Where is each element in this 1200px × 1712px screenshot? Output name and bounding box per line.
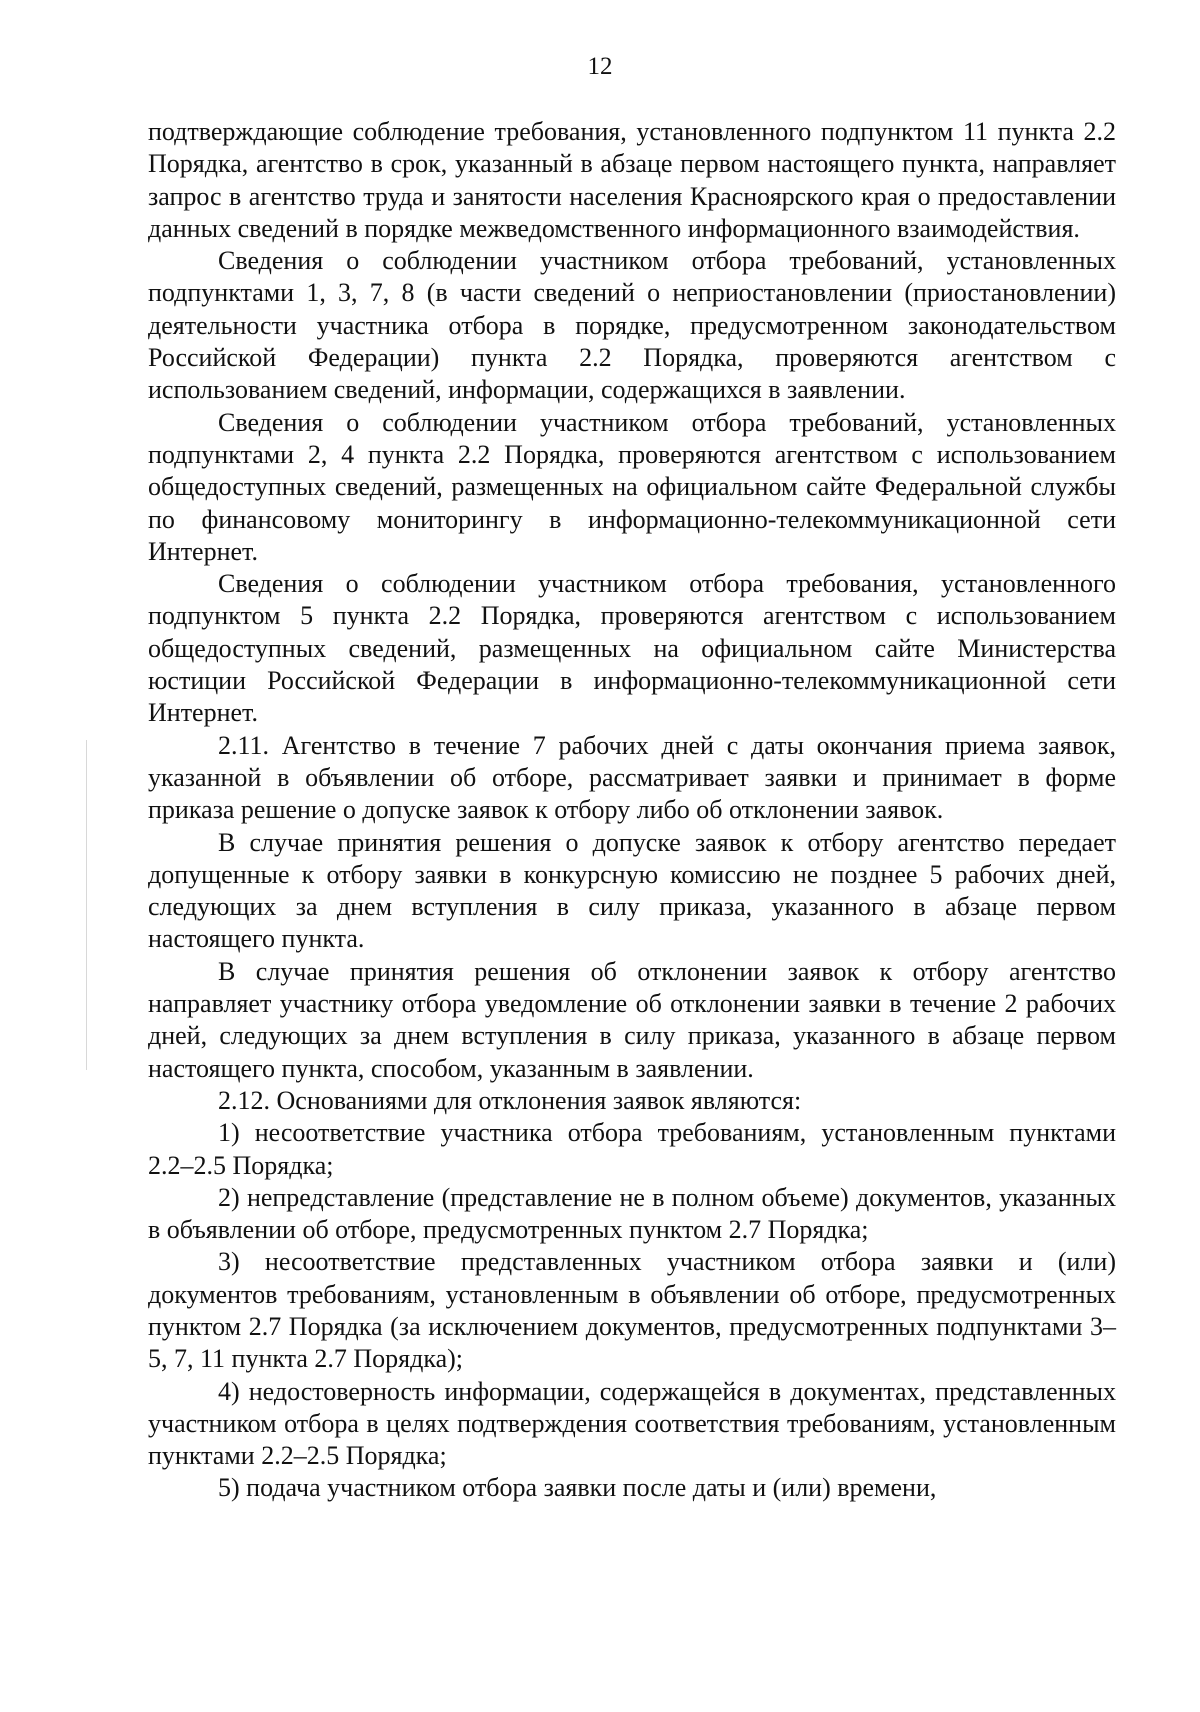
paragraph: Сведения о соблюдении участником отбора требования, установленного подпунктом 5 пункта 2.2 Порядка, проверяются агентством с использованием общедоступных сведений, размещенных на официальном сайте Министерства юстиции Российской Федерации в информационно-телекоммуникационной сети Интернет. bbox=[148, 569, 1116, 728]
list-item: 3) несоответствие представленных участником отбора заявки и (или) документов требованиям, установленным в объявлении об отборе, предусмотренных пунктом 2.7 Порядка (за исключением документов, предусмотренных подпунктами 3–5, 7, 11 пункта 2.7 Порядка); bbox=[148, 1247, 1116, 1374]
paragraph: В случае принятия решения об отклонении заявок к отбору агентство направляет участнику отбора уведомление об отклонении заявки в течение 2 рабочих дней, следующих за днем вступления в силу приказа, указанного в абзаце первом настоящего пункта, способом, указанным в заявлении. bbox=[148, 956, 1116, 1083]
paragraph: подтверждающие соблюдение требования, установленного подпунктом 11 пункта 2.2 Порядка, агентство в срок, указанный в абзаце первом настоящего пункта, направляет запрос в агентство труда и занятости населения Красноярского края о предоставлении данных сведений в порядке межведомственного информационного взаимодействия. bbox=[148, 117, 1116, 243]
page-number: 12 bbox=[587, 53, 613, 80]
list-item: 4) недостоверность информации, содержащейся в документах, представленных участником отбора в целях подтверждения соответствия требованиям, установленным пунктами 2.2–2.5 Порядка; bbox=[148, 1376, 1116, 1471]
list-item: 2) непредставление (представление не в полном объеме) документов, указанных в объявлении об отборе, предусмотренных пунктом 2.7 Порядка; bbox=[148, 1182, 1116, 1245]
paragraph: Сведения о соблюдении участником отбора требований, установленных подпунктами 1, 3, 7, 8 (в части сведений о неприостановлении (приостановлении) деятельности участника отбора в порядке, предусмотренном законодательством Российской Федерации) пункта 2.2 Порядка, проверяются агентством с использованием сведений, информации, содержащихся в заявлении. bbox=[148, 246, 1116, 405]
paragraph: В случае принятия решения о допуске заявок к отбору агентство передает допущенные к отбору заявки в конкурсную комиссию не позднее 5 рабочих дней, следующих за днем вступления в силу приказа, указанного в абзаце первом настоящего пункта. bbox=[148, 827, 1116, 954]
scan-edge-mark bbox=[86, 740, 87, 1070]
paragraph: 2.12. Основаниями для отклонения заявок являются: bbox=[218, 1085, 802, 1115]
paragraph: 2.11. Агентство в течение 7 рабочих дней с даты окончания приема заявок, указанной в объявлении об отборе, рассматривает заявки и принимает в форме приказа решение о допуске заявок к отбору либо об отклонении заявок. bbox=[148, 730, 1116, 825]
list-item: 1) несоответствие участника отбора требованиям, установленным пунктами 2.2–2.5 Порядка; bbox=[148, 1118, 1116, 1180]
document-body bbox=[148, 116, 1116, 1505]
list-item: 5) подача участником отбора заявки после даты и (или) времени, bbox=[218, 1473, 937, 1503]
paragraph: Сведения о соблюдении участником отбора требований, установленных подпунктами 2, 4 пункта 2.2 Порядка, проверяются агентством с использованием общедоступных сведений, размещенных на официальном сайте Федеральной службы по финансовому мониторингу в информационно-телекоммуникационной сети Интернет. bbox=[148, 407, 1116, 566]
